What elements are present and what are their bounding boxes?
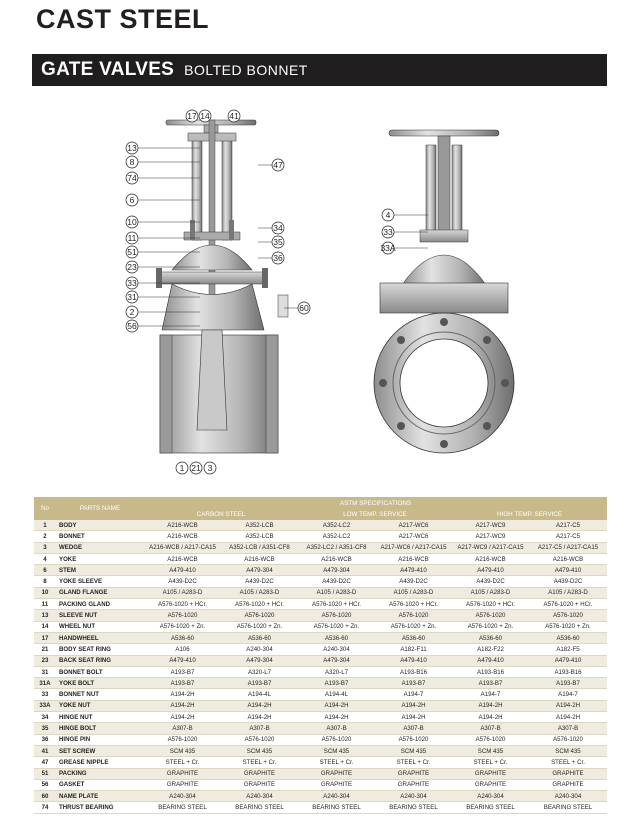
cell-spec: A240-304: [144, 791, 221, 802]
row-part-name: HINGE PIN: [56, 734, 144, 745]
cell-spec: A105 / A283-D: [221, 587, 298, 598]
cell-spec: BEARING STEEL: [452, 802, 529, 813]
cell-spec: A194-2H: [221, 700, 298, 711]
callout-number: 11: [127, 233, 137, 243]
cell-spec: GRAPHITE: [221, 779, 298, 790]
callout-number: 74: [127, 173, 137, 183]
row-part-name: GASKET: [56, 779, 144, 790]
cell-spec: A182-F11: [375, 644, 452, 655]
cell-spec: A576-1020 + Zn.: [452, 621, 529, 632]
cell-spec: A216-WCB: [144, 531, 221, 542]
cell-spec: A307-B: [375, 723, 452, 734]
table-row: [34, 553, 607, 564]
cell-spec: A216-WCB / A217-CA15: [144, 542, 221, 553]
table-row: [34, 542, 607, 553]
row-part-name: BODY: [56, 520, 144, 531]
table-row: [34, 700, 607, 711]
cell-spec: SCM 435: [298, 745, 375, 756]
cell-spec: BEARING STEEL: [298, 802, 375, 813]
row-no: 13: [34, 610, 56, 621]
cell-spec: A194-7: [529, 689, 607, 700]
callout-number: 3: [207, 463, 213, 473]
cell-spec: A576-1020: [221, 734, 298, 745]
cell-spec: A352-LCB: [221, 520, 298, 531]
row-part-name: HINGE NUT: [56, 712, 144, 723]
cell-spec: SCM 435: [452, 745, 529, 756]
cell-spec: A439-D2C: [529, 576, 607, 587]
table-row: [34, 689, 607, 700]
row-no: 17: [34, 632, 56, 643]
cell-spec: A194-2H: [144, 712, 221, 723]
callout-number: 17: [187, 111, 197, 121]
row-no: 35: [34, 723, 56, 734]
cell-spec: A217-C5: [529, 520, 607, 531]
cell-spec: A576-1020: [144, 610, 221, 621]
callout-number: 2: [129, 307, 135, 317]
cell-spec: SCM 435: [375, 745, 452, 756]
cell-spec: A576-1020: [452, 734, 529, 745]
cell-spec: A576-1020: [529, 734, 607, 745]
header-high-temp: HIGH TEMP. SERVICE: [452, 509, 607, 520]
cell-spec: A194-2H: [375, 700, 452, 711]
row-no: 23: [34, 655, 56, 666]
cell-spec: STEEL + Cr.: [375, 757, 452, 768]
cell-spec: A105 / A283-D: [298, 587, 375, 598]
table-row: [34, 678, 607, 689]
cell-spec: A536-60: [298, 632, 375, 643]
row-part-name: YOKE: [56, 553, 144, 564]
cell-spec: A576-1020 + Zn.: [144, 621, 221, 632]
row-part-name: BODY SEAT RING: [56, 644, 144, 655]
cell-spec: STEEL + Cr.: [144, 757, 221, 768]
bottom-callouts: [176, 462, 216, 474]
cell-spec: A194-2H: [144, 689, 221, 700]
callout-number: 31: [127, 292, 137, 302]
row-part-name: YOKE NUT: [56, 700, 144, 711]
row-no: 56: [34, 779, 56, 790]
cell-spec: GRAPHITE: [221, 768, 298, 779]
cell-spec: A217-WC9 / A217-CA15: [452, 542, 529, 553]
cell-spec: SCM 435: [529, 745, 607, 756]
callout-number: 21: [191, 463, 201, 473]
row-no: 47: [34, 757, 56, 768]
cell-spec: A576-1020 + HCr.: [298, 599, 375, 610]
callout-number: 34: [273, 223, 283, 233]
cell-spec: A576-1020 + HCr.: [452, 599, 529, 610]
cell-spec: A576-1020: [529, 610, 607, 621]
cell-spec: A479-304: [221, 655, 298, 666]
cell-spec: A216-WCB: [144, 520, 221, 531]
spec-table: [34, 497, 607, 814]
cell-spec: A479-304: [298, 655, 375, 666]
cell-spec: GRAPHITE: [144, 779, 221, 790]
row-part-name: BONNET: [56, 531, 144, 542]
callout-number: 6: [129, 195, 135, 205]
row-no: 60: [34, 791, 56, 802]
row-part-name: PACKING GLAND: [56, 599, 144, 610]
cell-spec: A576-1020 + Zn.: [375, 621, 452, 632]
cell-spec: GRAPHITE: [375, 768, 452, 779]
cell-spec: BEARING STEEL: [144, 802, 221, 813]
table-row: [34, 712, 607, 723]
cell-spec: A439-D2C: [144, 576, 221, 587]
row-no: 6: [34, 565, 56, 576]
cell-spec: BEARING STEEL: [529, 802, 607, 813]
sectional-view: [156, 120, 288, 453]
right-callouts: [258, 159, 310, 314]
callout-number: 35: [273, 237, 283, 247]
header-carbon-steel: CARBON STEEL: [144, 509, 298, 520]
cell-spec: A352-LCB / A351-CF8: [221, 542, 298, 553]
row-part-name: NAME PLATE: [56, 791, 144, 802]
cell-spec: A105 / A283-D: [144, 587, 221, 598]
table-row: [34, 745, 607, 756]
cell-spec: A217-WC9: [452, 531, 529, 542]
cell-spec: GRAPHITE: [144, 768, 221, 779]
row-no: 31A: [34, 678, 56, 689]
cell-spec: A216-WCB: [221, 553, 298, 564]
row-part-name: WHEEL NUT: [56, 621, 144, 632]
cell-spec: A439-D2C: [375, 576, 452, 587]
cell-spec: A479-304: [221, 565, 298, 576]
row-no: 8: [34, 576, 56, 587]
row-no: 1: [34, 520, 56, 531]
cell-spec: GRAPHITE: [375, 779, 452, 790]
cell-spec: A217-WC9: [452, 520, 529, 531]
table-row: [34, 632, 607, 643]
cell-spec: A216-WCB: [144, 553, 221, 564]
cell-spec: A576-1020 + HCr.: [529, 599, 607, 610]
cell-spec: A439-D2C: [221, 576, 298, 587]
callout-number: 60: [299, 303, 309, 313]
cell-spec: A193-B7: [144, 678, 221, 689]
row-part-name: SET SCREW: [56, 745, 144, 756]
table-row: [34, 644, 607, 655]
cell-spec: A194-2H: [529, 700, 607, 711]
callout-number: 33A: [380, 243, 396, 253]
cell-spec: GRAPHITE: [529, 768, 607, 779]
row-part-name: BONNET NUT: [56, 689, 144, 700]
cell-spec: A320-L7: [298, 666, 375, 677]
cell-spec: A536-60: [375, 632, 452, 643]
cell-spec: A193-B7: [144, 666, 221, 677]
cell-spec: A194-2H: [298, 700, 375, 711]
row-no: 2: [34, 531, 56, 542]
header-no: No: [34, 497, 56, 520]
valve-drawings: [32, 100, 607, 480]
cell-spec: STEEL + Cr.: [452, 757, 529, 768]
row-no: 4: [34, 553, 56, 564]
cell-spec: A536-60: [221, 632, 298, 643]
cell-spec: A194-2H: [144, 700, 221, 711]
cell-spec: A193-B7: [221, 678, 298, 689]
page-title: CAST STEEL: [36, 4, 210, 34]
cell-spec: A576-1020: [144, 734, 221, 745]
cell-spec: A194-7: [452, 689, 529, 700]
cell-spec: A106: [144, 644, 221, 655]
spec-table-body: [34, 520, 607, 813]
banner-title: GATE VALVES: [41, 59, 175, 80]
row-part-name: YOKE BOLT: [56, 678, 144, 689]
table-row: [34, 621, 607, 632]
cell-spec: A194-7: [375, 689, 452, 700]
cell-spec: A352-LC2: [298, 520, 375, 531]
row-no: 51: [34, 768, 56, 779]
cell-spec: A217-WC6 / A217-CA15: [375, 542, 452, 553]
cell-spec: SCM 435: [221, 745, 298, 756]
row-part-name: HINGE BOLT: [56, 723, 144, 734]
cell-spec: A576-1020 + HCr.: [375, 599, 452, 610]
table-row: [34, 576, 607, 587]
cell-spec: GRAPHITE: [298, 779, 375, 790]
cell-spec: A536-60: [144, 632, 221, 643]
table-row: [34, 768, 607, 779]
callout-number: 14: [200, 111, 210, 121]
cell-spec: A576-1020 + HCr.: [221, 599, 298, 610]
cell-spec: A217-WC6: [375, 520, 452, 531]
cell-spec: A217-C5 / A217-CA15: [529, 542, 607, 553]
cell-spec: A194-2H: [452, 712, 529, 723]
cell-spec: A240-304: [221, 644, 298, 655]
header-part-name: PARTS NAME: [56, 497, 144, 520]
cell-spec: SCM 435: [144, 745, 221, 756]
row-part-name: STEM: [56, 565, 144, 576]
row-part-name: WEDGE: [56, 542, 144, 553]
cell-spec: A479-304: [298, 565, 375, 576]
cell-spec: A576-1020 + Zn.: [529, 621, 607, 632]
cell-spec: A479-410: [144, 655, 221, 666]
row-no: 14: [34, 621, 56, 632]
cell-spec: A194-2H: [452, 700, 529, 711]
cell-spec: A479-410: [529, 565, 607, 576]
callout-number: 4: [385, 210, 391, 220]
table-row: [34, 531, 607, 542]
cell-spec: A193-B16: [375, 666, 452, 677]
cell-spec: STEEL + Cr.: [221, 757, 298, 768]
callout-number: 47: [273, 160, 283, 170]
banner-subtitle: BOLTED BONNET: [184, 62, 308, 78]
cell-spec: GRAPHITE: [452, 779, 529, 790]
cell-spec: A576-1020: [298, 734, 375, 745]
cell-spec: A576-1020 + HCr.: [144, 599, 221, 610]
table-row: [34, 587, 607, 598]
cell-spec: A439-D2C: [298, 576, 375, 587]
cell-spec: A194-2H: [529, 712, 607, 723]
cell-spec: GRAPHITE: [452, 768, 529, 779]
row-part-name: BACK SEAT RING: [56, 655, 144, 666]
cell-spec: A576-1020: [298, 610, 375, 621]
row-no: 11: [34, 599, 56, 610]
callout-number: 51: [127, 247, 137, 257]
header-low-temp: LOW TEMP. SERVICE: [298, 509, 452, 520]
row-part-name: THRUST BEARING: [56, 802, 144, 813]
cell-spec: A352-LC2 / A351-CF8: [298, 542, 375, 553]
cell-spec: A193-B7: [375, 678, 452, 689]
cell-spec: A576-1020: [452, 610, 529, 621]
table-row: [34, 791, 607, 802]
table-row: [34, 610, 607, 621]
row-no: 36: [34, 734, 56, 745]
cell-spec: A216-WCB: [529, 553, 607, 564]
cell-spec: A240-304: [529, 791, 607, 802]
cell-spec: A193-B7: [529, 678, 607, 689]
cell-spec: A194-2H: [298, 712, 375, 723]
cell-spec: A576-1020: [221, 610, 298, 621]
row-no: 41: [34, 745, 56, 756]
table-row: [34, 666, 607, 677]
cell-spec: STEEL + Cr.: [529, 757, 607, 768]
cell-spec: A182-F5: [529, 644, 607, 655]
cell-spec: STEEL + Cr.: [298, 757, 375, 768]
cell-spec: A576-1020: [375, 610, 452, 621]
cell-spec: A194-2H: [221, 712, 298, 723]
row-part-name: HANDWHEEL: [56, 632, 144, 643]
cell-spec: A479-410: [375, 565, 452, 576]
cell-spec: A194-4L: [221, 689, 298, 700]
header-astm: ASTM SPECIFICATIONS: [144, 497, 607, 509]
cell-spec: A536-60: [529, 632, 607, 643]
callout-number: 23: [127, 262, 137, 272]
cell-spec: A307-B: [298, 723, 375, 734]
callout-number: 36: [273, 253, 283, 263]
cell-spec: A193-B16: [529, 666, 607, 677]
cell-spec: A216-WCB: [375, 553, 452, 564]
cell-spec: A479-410: [144, 565, 221, 576]
row-part-name: BONNET BOLT: [56, 666, 144, 677]
cell-spec: A240-304: [298, 791, 375, 802]
cell-spec: A307-B: [452, 723, 529, 734]
cell-spec: A307-B: [221, 723, 298, 734]
row-no: 21: [34, 644, 56, 655]
cell-spec: A536-60: [452, 632, 529, 643]
cell-spec: A576-1020: [375, 734, 452, 745]
cell-spec: A194-4L: [298, 689, 375, 700]
cell-spec: A352-LCB: [221, 531, 298, 542]
callout-number: 8: [129, 157, 135, 167]
cell-spec: A307-B: [529, 723, 607, 734]
row-part-name: GREASE NIPPLE: [56, 757, 144, 768]
cell-spec: A216-WCB: [298, 553, 375, 564]
cell-spec: A240-304: [375, 791, 452, 802]
row-no: 3: [34, 542, 56, 553]
row-no: 31: [34, 666, 56, 677]
cell-spec: A439-D2C: [452, 576, 529, 587]
table-row: [34, 779, 607, 790]
cell-spec: A307-B: [144, 723, 221, 734]
cell-spec: A479-410: [529, 655, 607, 666]
cell-spec: A105 / A283-D: [529, 587, 607, 598]
table-row: [34, 520, 607, 531]
cell-spec: A193-B7: [452, 678, 529, 689]
callout-number: 13: [127, 143, 137, 153]
cell-spec: A576-1020 + Zn.: [298, 621, 375, 632]
cell-spec: A193-B7: [298, 678, 375, 689]
row-no: 10: [34, 587, 56, 598]
table-row: [34, 599, 607, 610]
cell-spec: A182-F22: [452, 644, 529, 655]
callout-number: 33: [383, 227, 393, 237]
external-view: [374, 130, 514, 453]
cell-spec: A193-B16: [452, 666, 529, 677]
callout-number: 56: [127, 321, 137, 331]
callout-number: 1: [179, 463, 185, 473]
table-row: [34, 655, 607, 666]
row-no: 33A: [34, 700, 56, 711]
cell-spec: A479-410: [452, 655, 529, 666]
callout-number: 10: [127, 217, 137, 227]
cell-spec: A216-WCB: [452, 553, 529, 564]
cell-spec: A352-LC2: [298, 531, 375, 542]
table-row: [34, 565, 607, 576]
cell-spec: BEARING STEEL: [221, 802, 298, 813]
cell-spec: A479-410: [452, 565, 529, 576]
table-row: [34, 757, 607, 768]
row-no: 34: [34, 712, 56, 723]
callout-number: 41: [229, 111, 239, 121]
cell-spec: GRAPHITE: [298, 768, 375, 779]
row-part-name: PACKING: [56, 768, 144, 779]
cell-spec: BEARING STEEL: [375, 802, 452, 813]
row-part-name: GLAND FLANGE: [56, 587, 144, 598]
table-row: [34, 802, 607, 813]
cell-spec: A105 / A283-D: [375, 587, 452, 598]
cell-spec: GRAPHITE: [529, 779, 607, 790]
cell-spec: A320-L7: [221, 666, 298, 677]
cell-spec: A240-304: [452, 791, 529, 802]
cell-spec: A576-1020 + Zn.: [221, 621, 298, 632]
cell-spec: A217-C5: [529, 531, 607, 542]
row-part-name: YOKE SLEEVE: [56, 576, 144, 587]
callout-number: 33: [127, 278, 137, 288]
cell-spec: A240-304: [298, 644, 375, 655]
cell-spec: A194-2H: [375, 712, 452, 723]
cell-spec: A217-WC6: [375, 531, 452, 542]
cell-spec: A105 / A283-D: [452, 587, 529, 598]
table-row: [34, 734, 607, 745]
section-banner: [32, 54, 607, 86]
row-part-name: SLEEVE NUT: [56, 610, 144, 621]
row-no: 33: [34, 689, 56, 700]
table-row: [34, 723, 607, 734]
row-no: 74: [34, 802, 56, 813]
cell-spec: A479-410: [375, 655, 452, 666]
cell-spec: A240-304: [221, 791, 298, 802]
